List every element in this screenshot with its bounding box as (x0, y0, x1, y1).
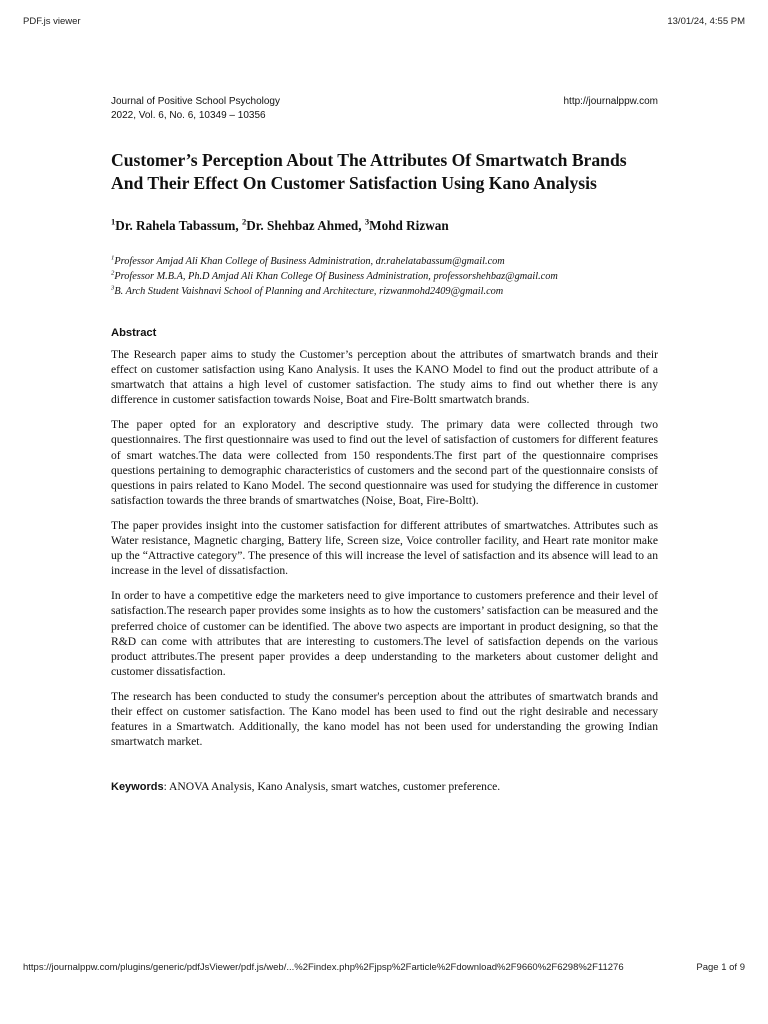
affiliation-3 (111, 284, 658, 299)
abstract-paragraph-3: The paper provides insight into the customer satisfaction for different attributes of smartwatches. Attributes such as Water resistance, Magnetic charging, Battery life, Screen size, Voice controller facility, and Heart rate monitor make up the “Attractive category”. The presence of this will increase the level of satisfaction and its absence will lead to an increase in the level of dissatisfaction. (111, 518, 658, 578)
page-indicator: Page 1 of 9 (696, 962, 745, 973)
print-footer (0, 962, 768, 976)
affiliation-3-number: 3 (111, 284, 115, 292)
affiliation-1-text: Professor Amjad Ali Khan College of Business Administration, dr.rahelatabassum@gmail.com (114, 256, 505, 267)
author-2-name: Dr. Shehbaz Ahmed, (246, 218, 365, 233)
journal-name: Journal of Positive School Psychology (111, 96, 280, 107)
journal-header (111, 95, 658, 123)
print-header (0, 16, 768, 30)
abstract-heading: Abstract (111, 327, 157, 339)
author-list (111, 217, 658, 235)
affiliation-2 (111, 269, 658, 284)
author-1-number: 1 (111, 216, 116, 227)
author-1-name: Dr. Rahela Tabassum, (115, 218, 242, 233)
abstract-paragraph-1: The Research paper aims to study the Customer’s perception about the attributes of smartwatch brands and their effect on customer satisfaction using Kano Analysis. It uses the KANO Model to find out the product attribute of a smartwatch that attains a high level of customer satisfaction. The study aims to find out whether there is any difference in customer satisfaction towards Noise, Boat and Fire-Boltt smartwatch brands. (111, 348, 658, 407)
affiliation-2-text: Professor M.B.A, Ph.D Amjad Ali Khan College Of Business Administration, professorshehbaz@gmail.com (114, 271, 558, 282)
page-url[interactable]: https://journalppw.com/plugins/generic/pdfJsViewer/pdf.js/web/...%2Findex.php%2Fjpsp%2Farticle%2Fdownload%2F9660%2F6298%2F11276 (23, 962, 624, 973)
paper-title: Customer’s Perception About The Attributes Of Smartwatch Brands And Their Effect On Customer Satisfaction Using Kano Analysis (111, 150, 627, 193)
abstract-paragraph-2: The paper opted for an exploratory and descriptive study. The primary data were collected through two questionnaires. The first questionnaire was used to find out the level of satisfaction of customers for different features of smart watches.The data were collected from 150 respondents.The first part of the questionnaire comprises questions pertaining to demographic characteristics of customers and the second part of the questionnaire consists of questions in pairs related to Kano Model. The second questionnaire was used for studying the difference in customer satisfaction towards the three brands of smartwatches (Noise, Boat, Fire-Boltt). (111, 418, 658, 507)
affiliation-2-number: 2 (111, 269, 115, 277)
affiliations (111, 254, 658, 299)
author-2-number: 2 (241, 216, 247, 227)
print-datetime: 13/01/24, 4:55 PM (667, 16, 745, 27)
journal-issue: 2022, Vol. 6, No. 6, 10349 – 10356 (111, 110, 266, 121)
journal-url[interactable]: http://journalppw.com (563, 96, 658, 107)
affiliation-1 (111, 254, 658, 269)
affiliation-3-text: B. Arch Student Vaishnavi School of Planning and Architecture, rizwanmohd2409@gmail.com (114, 286, 504, 297)
keywords-label: Keywords (111, 781, 164, 794)
author-3-name: Mohd Rizwan (369, 218, 449, 233)
pdf-page (111, 95, 658, 795)
author-3-number: 3 (364, 216, 370, 227)
abstract-paragraph-5: The research has been conducted to study the consumer's perception about the attributes of smartwatch brands and their effect on customer satisfaction. The Kano model has been used to find out the right desirable and necessary features in a Smartwatch. Additionally, the kano model has not been used for understanding the growing Indian smartwatch market. (111, 689, 658, 749)
viewer-title: PDF.js viewer (23, 16, 81, 27)
affiliation-1-number: 1 (111, 254, 115, 262)
keywords-line (111, 779, 658, 795)
keywords-text: : ANOVA Analysis, Kano Analysis, smart watches, customer preference. (163, 780, 501, 794)
abstract-paragraph-4: In order to have a competitive edge the marketers need to give importance to customers preference and their level of satisfaction.The research paper provides some insights as to how the customers’ satisfaction can be measured and the preferred choice of customer can be identified. The above two aspects are important in product designing, so that the R&D can come with attributes that are interesting to customers.The level of satisfaction depends on the various product attributes.The present paper provides a deep understanding to the marketers about customer delight and customer dissatisfaction. (111, 589, 658, 678)
